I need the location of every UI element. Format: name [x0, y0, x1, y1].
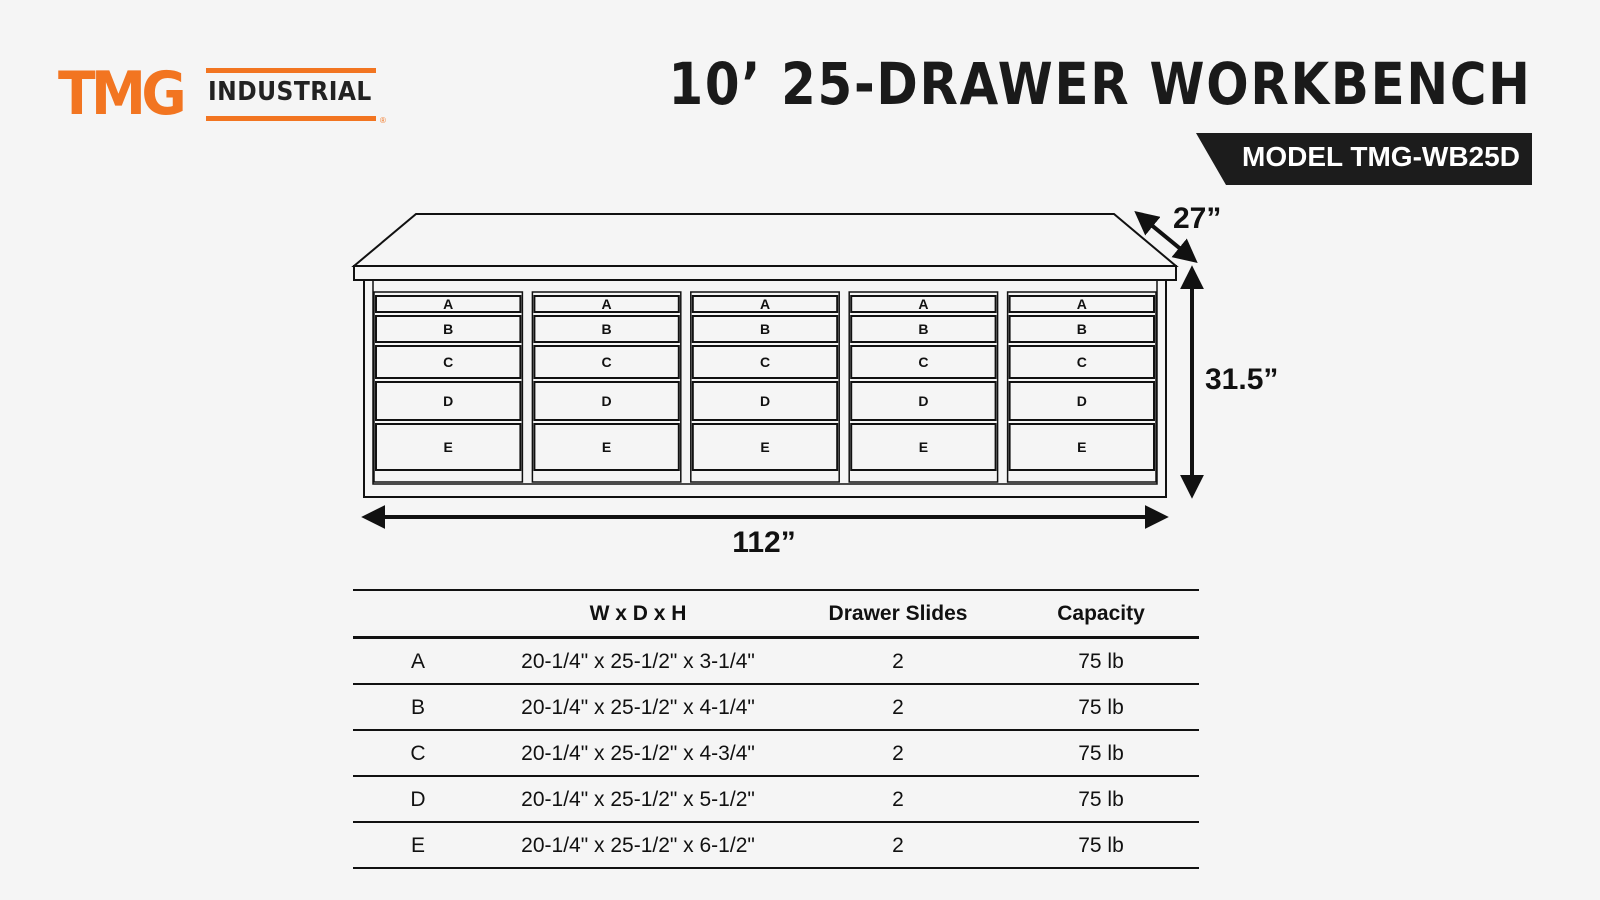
table-row: [353, 822, 1199, 868]
drawer-label: B: [918, 321, 929, 337]
depth-label: 27”: [1173, 202, 1222, 235]
cell-drawer: B: [353, 684, 483, 730]
cell-slides: 2: [793, 776, 1003, 822]
cell-capacity: 75 lb: [1003, 730, 1199, 776]
drawer-label: E: [1077, 439, 1087, 455]
height-label: 31.5”: [1205, 363, 1279, 396]
drawer-label: E: [601, 439, 612, 455]
cell-drawer: A: [353, 638, 483, 685]
table-header-row: [353, 590, 1199, 638]
drawer-label: A: [918, 296, 929, 312]
header-drawer: [353, 590, 483, 638]
cell-slides: 2: [793, 822, 1003, 868]
drawer-label: C: [759, 354, 771, 370]
drawer-label: A: [1076, 296, 1087, 312]
table-row: [353, 638, 1199, 685]
bench-top-edge: [354, 266, 1176, 280]
bench-top: [354, 214, 1176, 266]
page-title: 10’ 25-DRAWER WORKBENCH: [668, 50, 1532, 118]
header-dimensions: W x D x H: [483, 590, 793, 638]
drawer-label: C: [1076, 354, 1087, 370]
cell-drawer: E: [353, 822, 483, 868]
cell-dimensions: 20-1/4" x 25-1/2" x 6-1/2": [483, 822, 793, 868]
cell-slides: 2: [793, 730, 1003, 776]
drawer-label: D: [601, 393, 612, 409]
table-row: [353, 684, 1199, 730]
drawer-label: E: [918, 439, 929, 455]
drawer-label: B: [443, 321, 454, 337]
drawer-label: D: [759, 393, 771, 409]
logo-sub-text: INDUSTRIAL: [208, 77, 372, 107]
cell-capacity: 75 lb: [1003, 684, 1199, 730]
cell-dimensions: 20-1/4" x 25-1/2" x 5-1/2": [483, 776, 793, 822]
drawer-label: B: [759, 321, 771, 337]
drawer-label: E: [760, 439, 770, 455]
cell-capacity: 75 lb: [1003, 822, 1199, 868]
cell-dimensions: 20-1/4" x 25-1/2" x 4-1/4": [483, 684, 793, 730]
registered-mark: ®: [380, 116, 386, 125]
model-number: MODEL TMG-WB25D: [1242, 141, 1520, 172]
logo-main-text: TMG: [58, 59, 183, 129]
cell-dimensions: 20-1/4" x 25-1/2" x 4-3/4": [483, 730, 793, 776]
width-label: 112”: [732, 526, 796, 559]
cell-capacity: 75 lb: [1003, 638, 1199, 685]
cell-capacity: 75 lb: [1003, 776, 1199, 822]
spec-table: [353, 589, 1199, 869]
drawer-label: D: [918, 393, 929, 409]
cell-drawer: C: [353, 730, 483, 776]
drawer-label: D: [443, 393, 454, 409]
cell-drawer: D: [353, 776, 483, 822]
drawer-label: E: [443, 439, 453, 455]
drawer-label: D: [1076, 393, 1087, 409]
header-drawer-slides: Drawer Slides: [793, 590, 1003, 638]
cell-dimensions: 20-1/4" x 25-1/2" x 3-1/4": [483, 638, 793, 685]
drawer-label: A: [601, 296, 612, 312]
drawer-label: B: [601, 321, 612, 337]
table-row: [353, 730, 1199, 776]
drawer-label: A: [759, 296, 771, 312]
drawer-label: C: [918, 354, 929, 370]
cell-slides: 2: [793, 684, 1003, 730]
drawer-label: C: [443, 354, 454, 370]
header-capacity: Capacity: [1003, 590, 1199, 638]
drawer-label: C: [601, 354, 612, 370]
cell-slides: 2: [793, 638, 1003, 685]
drawer-label: A: [443, 296, 454, 312]
drawer-label: B: [1076, 321, 1087, 337]
table-row: [353, 776, 1199, 822]
